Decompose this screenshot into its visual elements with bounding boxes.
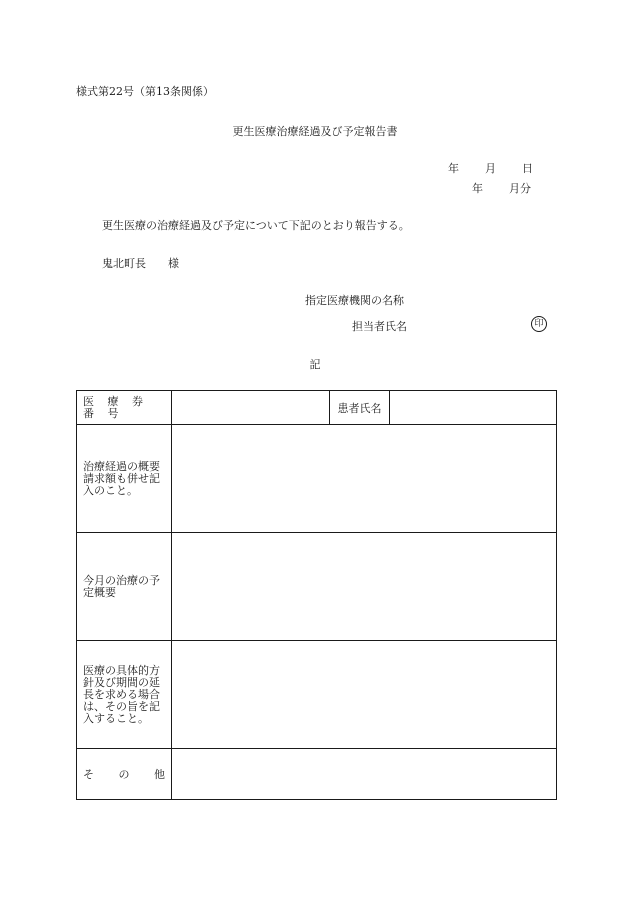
ki-label: 記: [309, 358, 321, 371]
other-field[interactable]: [172, 749, 557, 800]
patient-name-label-cell: [330, 391, 390, 425]
plan-label: 今月の治療の予定概要: [83, 573, 160, 599]
document-title: 更生医療治療経過及び予定報告書: [232, 125, 398, 138]
medical-ticket-label: 医 療 券 番 号: [83, 394, 148, 420]
addressee-honorific: 様: [168, 257, 179, 270]
period-year-label: 年: [472, 182, 483, 195]
table-row-extension: [77, 641, 557, 749]
extension-label-cell: [77, 641, 172, 749]
addressee: [102, 255, 179, 271]
treatment-summary-field[interactable]: [172, 425, 557, 533]
report-period-line: [472, 180, 531, 196]
addressee-name: 鬼北町長: [102, 257, 146, 270]
patient-name-field[interactable]: [390, 391, 557, 425]
other-label-char-1: そ: [83, 768, 94, 781]
extension-field[interactable]: [172, 641, 557, 749]
table-row-ticket: [77, 391, 557, 425]
medical-ticket-field[interactable]: [172, 391, 330, 425]
extension-label: 医療の具体的方針及び期間の延長を求める場合は、その旨を記入すること。: [83, 663, 160, 725]
date-day-label: 日: [522, 162, 533, 175]
table-row-other: [77, 749, 557, 800]
plan-field[interactable]: [172, 533, 557, 641]
form-number: 様式第22号（第13条関係）: [76, 85, 214, 98]
person-in-charge-label: 担当者氏名: [352, 320, 407, 333]
patient-name-label: 患者氏名: [337, 401, 382, 415]
medical-ticket-label-cell: [77, 391, 172, 425]
other-label-char-2: の: [118, 768, 130, 781]
other-label-cell: [77, 749, 172, 800]
other-label: [77, 766, 171, 782]
table-row-treatment-summary: [77, 425, 557, 533]
report-table: [76, 390, 557, 800]
institution-name-label: 指定医療機関の名称: [305, 294, 404, 307]
report-date-line: [448, 160, 533, 176]
date-month-label: 月: [485, 162, 496, 175]
period-month-label: 月分: [509, 182, 531, 195]
treatment-summary-label: 治療経過の概要請求額も併せ記入のこと。: [83, 459, 160, 497]
intro-text: 更生医療の治療経過及び予定について下記のとおり報告する。: [102, 219, 410, 232]
plan-label-cell: [77, 533, 172, 641]
date-year-label: 年: [448, 162, 459, 175]
other-label-char-3: 他: [154, 768, 165, 781]
table-row-plan: [77, 533, 557, 641]
treatment-summary-label-cell: [77, 425, 172, 533]
seal-icon: 印: [531, 316, 547, 332]
